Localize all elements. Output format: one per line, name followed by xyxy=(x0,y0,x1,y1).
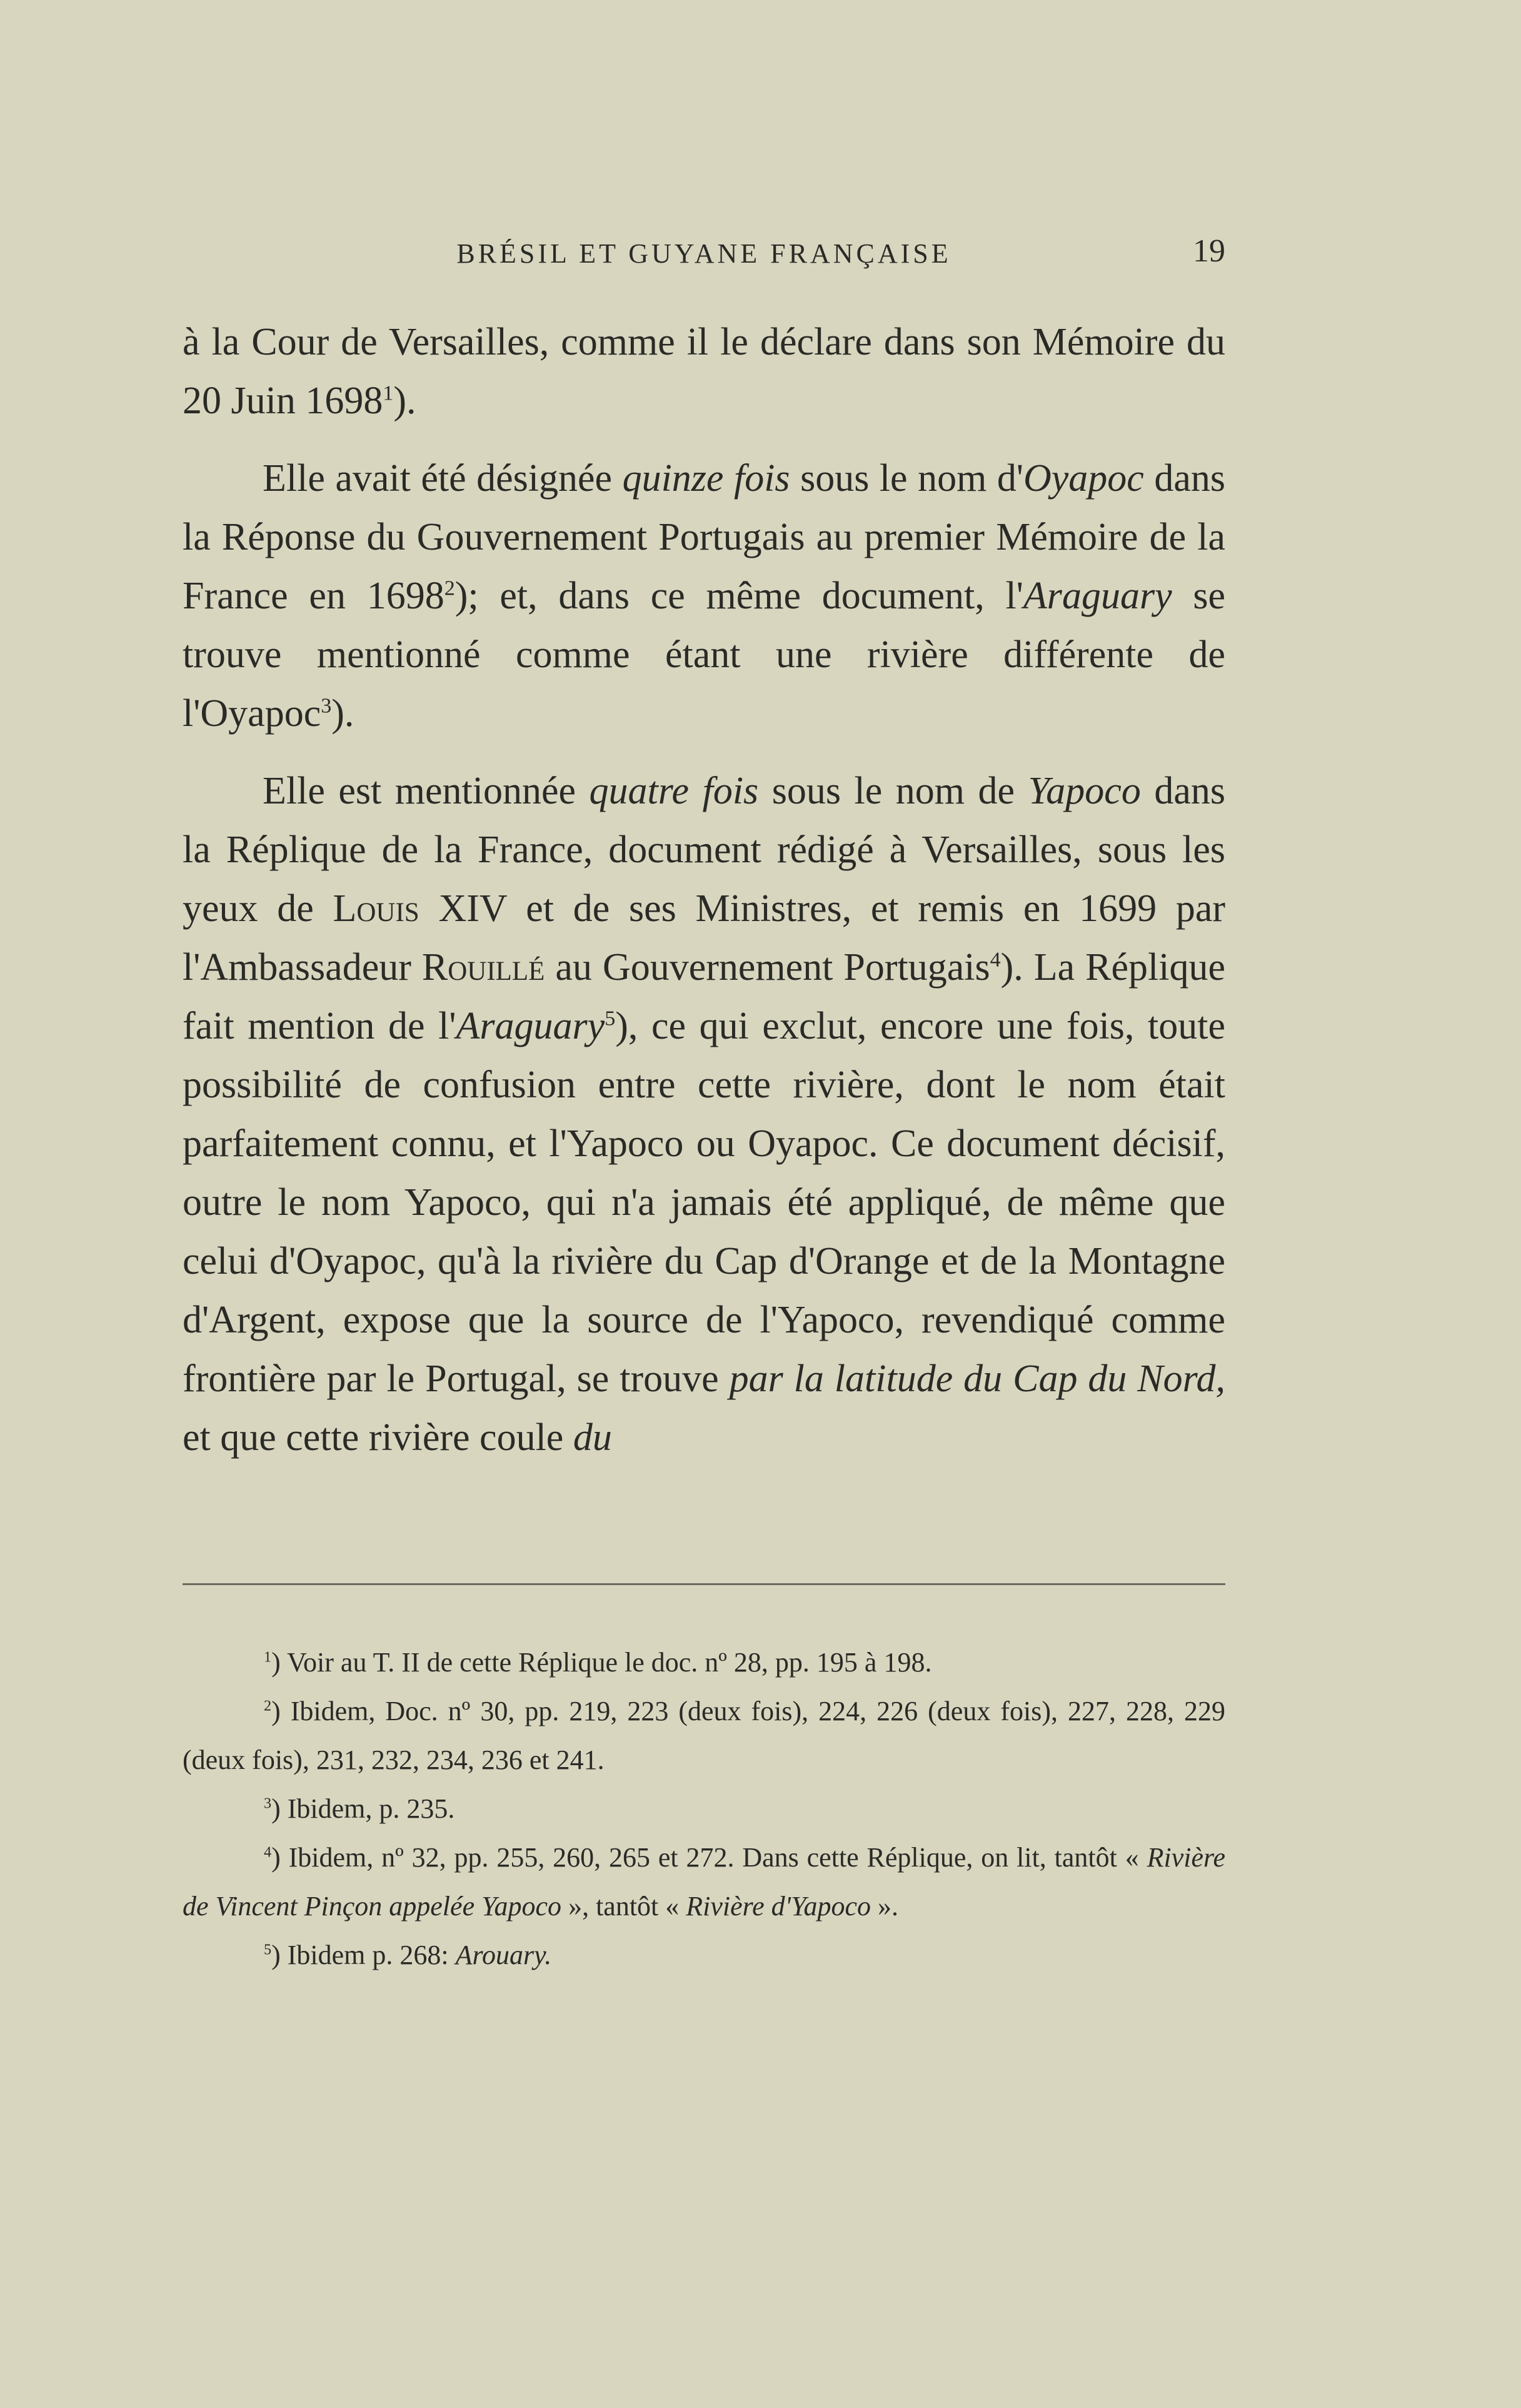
running-title: BRÉSIL ET GUYANE FRANÇAISE xyxy=(456,238,951,269)
footnote-2 xyxy=(183,1687,1225,1785)
small-caps-name: Louis xyxy=(333,887,419,930)
text: au Gouvernement Portugais xyxy=(545,946,990,989)
text: à la Cour de Versailles, comme il le déclare dans son Mémoire du 20 Juin 1698 xyxy=(183,321,1225,422)
italic-text: par la latitude du Cap du Nord, xyxy=(729,1358,1225,1400)
footnote-number: 1 xyxy=(264,1648,272,1666)
italic-text: du xyxy=(573,1416,612,1459)
footnote-text: ) Ibidem, nº 32, pp. 255, 260, 265 et 272. Dans cette Réplique, on lit, tantôt « xyxy=(271,1842,1147,1873)
italic-text: quinze fois xyxy=(622,457,790,500)
footnote-text: ». xyxy=(871,1891,899,1922)
text: ); et, dans ce même document, l' xyxy=(454,575,1023,617)
paragraph-2 xyxy=(183,449,1225,743)
footnote-text: », tantôt « xyxy=(561,1891,686,1922)
footnote-text: ) Ibidem, Doc. nº 30, pp. 219, 223 (deux fois), 224, 226 (deux fois), 227, 228, 229 (deux fois), 231, 232, 234, 236 et 241. xyxy=(183,1696,1225,1775)
small-caps-name: Rouillé xyxy=(421,946,545,989)
italic-text: Rivière de Vincent Pinçon appelée Yapoco xyxy=(183,1842,1225,1922)
body-text xyxy=(183,313,1225,1467)
text: ), ce qui exclut, encore une fois, toute possibilité de confusion entre cette rivière, dont le nom était parfaitement connu, et l'Yapoco ou Oyapoc. Ce document décisif, outre le nom Yapoco, qui n'a jamais été appliqué, de même que celui d'Oyapoc, qu'à la rivière du Cap d'Orange et de la Montagne d'Argent, expose que la source de l'Yapoco, revendiqué comme frontière par le Portugal, se trouve xyxy=(183,1005,1226,1400)
italic-text: Rivière d'Yapoco xyxy=(686,1891,871,1922)
text: ). La Réplique fait mention de l' xyxy=(183,946,1226,1047)
text: se trouve mentionné comme étant une rivière différente de l'Oyapoc xyxy=(183,575,1225,735)
footnote-1 xyxy=(183,1638,1225,1687)
footnote-text: ) Ibidem p. 268: xyxy=(271,1940,456,1970)
text: Elle avait été désignée xyxy=(263,457,623,500)
footnote-number: 2 xyxy=(264,1697,272,1715)
footnote-3 xyxy=(183,1785,1225,1833)
text: sous le nom de xyxy=(758,770,1028,812)
text: XIV et de ses Ministres, et remis en 1699 par l'Ambassadeur xyxy=(183,887,1225,989)
footnote-ref-4: 4 xyxy=(990,948,1001,972)
text: Elle est mentionnée xyxy=(263,770,590,812)
footnote-text: ) Ibidem, p. 235. xyxy=(271,1793,455,1824)
footnote-ref-5: 5 xyxy=(605,1007,616,1030)
italic-text: quatre fois xyxy=(589,770,759,812)
italic-text: Oyapoc xyxy=(1023,457,1144,500)
paragraph-1 xyxy=(183,313,1225,430)
text: sous le nom d' xyxy=(790,457,1024,500)
page-header xyxy=(183,233,1225,288)
footnote-number: 5 xyxy=(264,1941,272,1958)
footnote-ref-1: 1 xyxy=(383,381,394,405)
footnote-ref-3: 3 xyxy=(321,694,332,718)
footnote-ref-2: 2 xyxy=(444,577,455,600)
footnote-text: ) Voir au T. II de cette Réplique le doc. nº 28, pp. 195 à 198. xyxy=(271,1647,932,1678)
footnotes xyxy=(183,1638,1225,1980)
text: dans la Réponse du Gouvernement Portugais au premier Mémoire de la France en 1698 xyxy=(183,457,1225,617)
italic-text: Araguary xyxy=(456,1005,605,1047)
footnote-5 xyxy=(183,1931,1225,1980)
text: dans la Réplique de la France, document rédigé à Versailles, sous les yeux de xyxy=(183,770,1225,930)
text: ). xyxy=(393,380,416,422)
page-number: 19 xyxy=(1193,233,1225,269)
text: ). xyxy=(331,692,354,735)
footnote-number: 4 xyxy=(264,1843,272,1861)
paragraph-3 xyxy=(183,762,1225,1467)
text: et que cette rivière coule xyxy=(183,1416,573,1459)
italic-text: Araguary xyxy=(1023,575,1172,617)
footnote-divider xyxy=(183,1583,1225,1585)
footnote-4 xyxy=(183,1833,1225,1931)
italic-text: Arouary. xyxy=(455,1940,552,1970)
footnote-number: 3 xyxy=(264,1795,272,1812)
italic-text: Yapoco xyxy=(1028,770,1141,812)
